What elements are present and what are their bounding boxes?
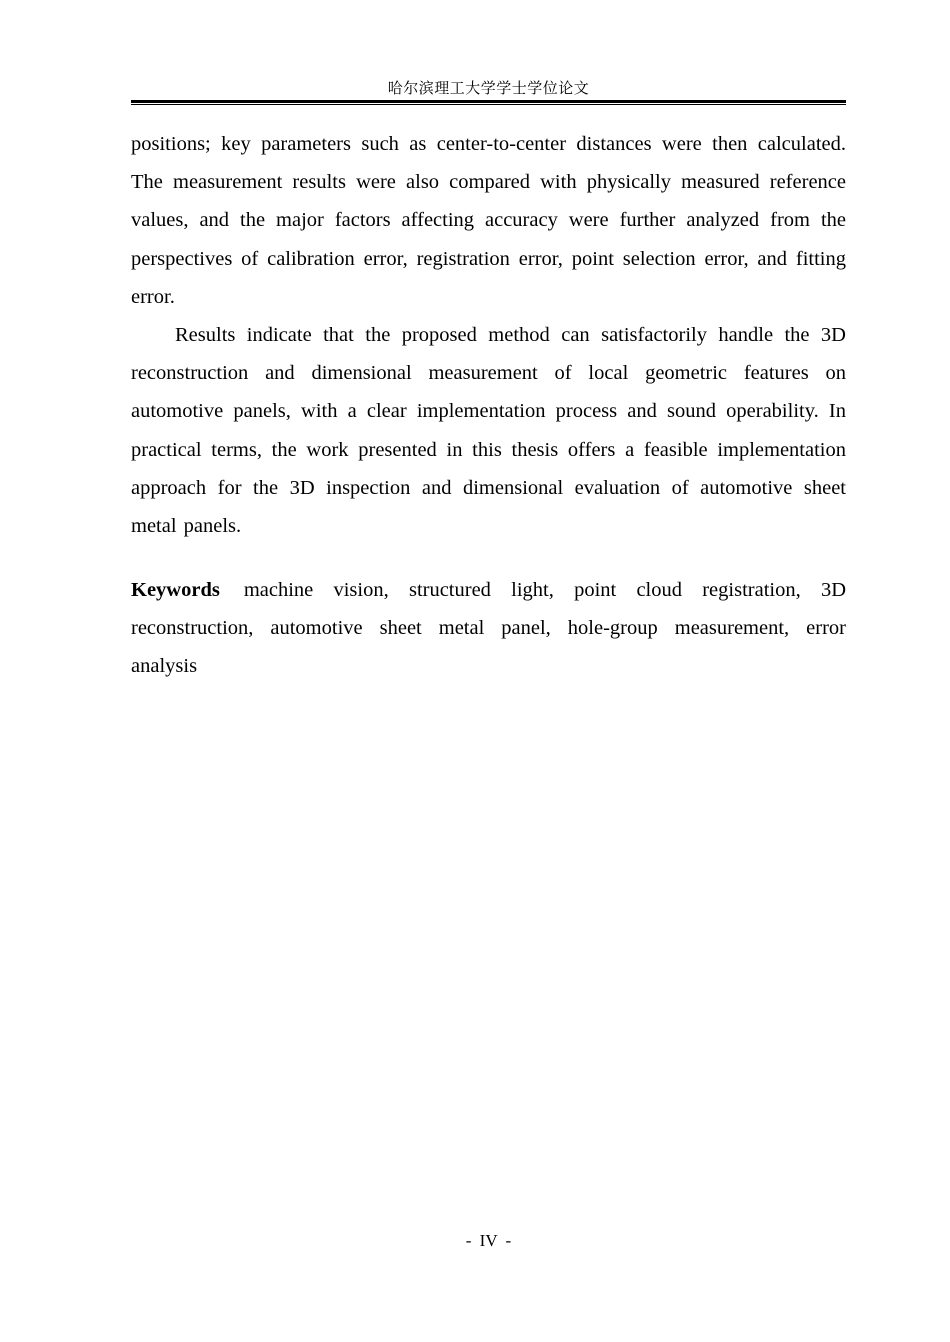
page-number: - IV -: [465, 1231, 512, 1250]
running-header: 哈尔滨理工大学学士学位论文: [387, 79, 590, 97]
keywords-label: Keywords: [131, 579, 220, 601]
header-rule-thin: [131, 104, 846, 105]
keywords-section: [131, 571, 846, 686]
keywords-list: machine vision, structured light, point cloud registration, 3D reconstruction, automotive sheet metal panel, hole-group measurement, error analysis: [131, 579, 846, 678]
abstract-body: [131, 125, 846, 545]
header-rule-thick: [131, 100, 846, 103]
abstract-paragraph-continued: positions; key parameters such as center-to-center distances were then calculated. The measurement results were also compared with physically measured reference values, and the major factors affecting accuracy were further analyzed from the perspectives of calibration error, registration error, point selection error, and fitting error.: [131, 133, 846, 308]
abstract-paragraph-results: Results indicate that the proposed method can satisfactorily handle the 3D reconstruction and dimensional measurement of local geometric features on automotive panels, with a clear implementation process and sound operability. In practical terms, the work presented in this thesis offers a feasible implementation approach for the 3D inspection and dimensional evaluation of automotive sheet metal panels.: [131, 324, 846, 538]
